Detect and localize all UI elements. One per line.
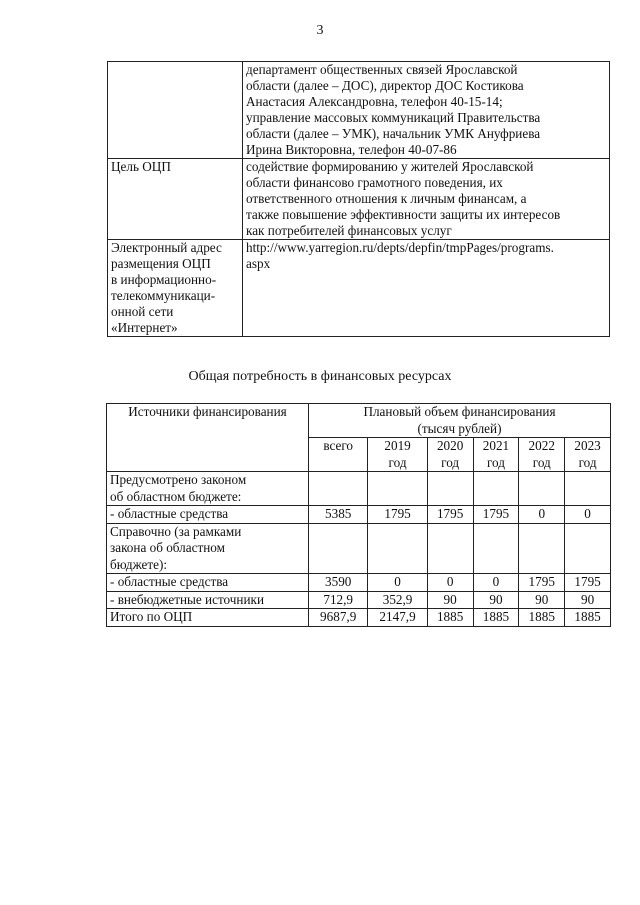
text-line: Предусмотрено законом (110, 472, 247, 487)
text-line: области (далее – ДОС), директор ДОС Костикова (246, 78, 524, 93)
text-line: телекоммуникаци- (111, 288, 216, 303)
cell-value (519, 472, 565, 506)
program-passport-table (107, 61, 610, 337)
passport-value-cell (243, 240, 610, 337)
text-line: aspx (246, 256, 271, 271)
text-line: «Интернет» (111, 320, 178, 335)
text-line: департамент общественных связей Ярославской (246, 62, 518, 77)
cell-value: 0 (368, 574, 427, 592)
year-word: год (486, 454, 505, 470)
table-row (107, 523, 611, 574)
passport-label-cell (108, 240, 243, 337)
cell-value: 1795 (565, 574, 611, 592)
text-line: Справочно (за рамками (110, 523, 242, 539)
table-row-total (107, 609, 611, 627)
text-line: Электронный адрес (111, 240, 222, 255)
header-year (427, 438, 473, 472)
cell-value (309, 523, 368, 574)
text-line: также повышение эффективности защиты их интересов (246, 207, 561, 222)
year-number: 2020 (436, 438, 464, 453)
text-line: области финансово грамотного поведения, их (246, 175, 503, 190)
cell-value: 90 (427, 591, 473, 609)
year-number: 2019 (384, 438, 411, 453)
cell-value (368, 472, 427, 506)
table-row (107, 591, 611, 609)
cell-value: 1795 (368, 506, 427, 524)
passport-value-cell (243, 159, 610, 240)
cell-value: 1885 (519, 609, 565, 627)
text-line: Цель ОЦП (111, 159, 171, 174)
table-row (108, 62, 610, 159)
cell-value (368, 523, 427, 574)
cell-value (427, 472, 473, 506)
cell-value: 1885 (473, 609, 519, 627)
header-year (368, 438, 427, 472)
table-row (107, 506, 611, 524)
header-year (473, 438, 519, 472)
text-line: Плановый объем финансирования (363, 404, 556, 419)
text-line: http://www.yarregion.ru/depts/depfin/tmpPages/programs. (246, 240, 554, 255)
cell-value: 352,9 (368, 591, 427, 609)
section-title: Общая потребность в финансовых ресурсах (188, 369, 452, 384)
cell-value: 5385 (309, 506, 368, 524)
year-word: год (441, 454, 460, 470)
header-plan (309, 404, 611, 438)
text-line: закона об областном (110, 540, 225, 555)
text-line: как потребителей финансовых услуг (246, 223, 452, 238)
cell-value: 90 (519, 591, 565, 609)
year-word: год (532, 454, 551, 470)
page-number: 3 (316, 23, 324, 38)
cell-value (427, 523, 473, 574)
cell-value (565, 472, 611, 506)
cell-value (565, 523, 611, 574)
row-label (107, 523, 309, 574)
cell-value: 9687,9 (309, 609, 368, 627)
cell-value: 2147,9 (368, 609, 427, 627)
financing-table (106, 403, 611, 627)
table-row (108, 159, 610, 240)
passport-value-cell (243, 62, 610, 159)
cell-value: 1885 (427, 609, 473, 627)
cell-value: 0 (519, 506, 565, 524)
text-line: Анастасия Александровна, телефон 40-15-14; (246, 94, 503, 109)
cell-value (519, 523, 565, 574)
header-source: Источники финансирования (107, 404, 309, 472)
text-line: размещения ОЦП (111, 256, 211, 271)
cell-value: 3590 (309, 574, 368, 592)
row-label: Итого по ОЦП (107, 609, 309, 627)
cell-value (473, 472, 519, 506)
cell-value: 0 (427, 574, 473, 592)
table-row (107, 574, 611, 592)
year-number: 2021 (482, 438, 510, 453)
text-line: в информационно- (111, 272, 217, 287)
cell-value: 1795 (427, 506, 473, 524)
table-row (108, 240, 610, 337)
row-label (107, 472, 309, 506)
text-line: онной сети (111, 304, 174, 319)
row-label: - областные средства (107, 574, 309, 592)
text-line: содействие формированию у жителей Ярославской (246, 159, 534, 174)
cell-value: 712,9 (309, 591, 368, 609)
text-line: управление массовых коммуникаций Правительства (246, 110, 541, 125)
table-header-row (107, 404, 611, 438)
cell-value: 90 (565, 591, 611, 609)
text-line: Ирина Викторовна, телефон 40-07-86 (246, 142, 457, 157)
cell-value: 1795 (473, 506, 519, 524)
header-year (519, 438, 565, 472)
text-line: бюджете): (110, 556, 168, 572)
cell-value (309, 472, 368, 506)
passport-label-cell (108, 62, 243, 159)
year-number: 2022 (528, 438, 555, 453)
cell-value (473, 523, 519, 574)
year-word: год (578, 454, 597, 470)
cell-value: 0 (473, 574, 519, 592)
year-word: год (388, 454, 407, 470)
row-label: - внебюджетные источники (107, 591, 309, 609)
cell-value: 0 (565, 506, 611, 524)
text-line: об областном бюджете: (110, 488, 242, 504)
text-line: (тысяч рублей) (417, 420, 502, 436)
header-total: всего (309, 438, 368, 472)
text-line: ответственного отношения к личным финансам, а (246, 191, 527, 206)
table-row (107, 472, 611, 506)
text-line: области (далее – УМК), начальник УМК Ануфриева (246, 126, 541, 141)
cell-value: 1885 (565, 609, 611, 627)
header-year (565, 438, 611, 472)
passport-label-cell (108, 159, 243, 240)
cell-value: 90 (473, 591, 519, 609)
row-label: - областные средства (107, 506, 309, 524)
year-number: 2023 (574, 438, 601, 453)
cell-value: 1795 (519, 574, 565, 592)
